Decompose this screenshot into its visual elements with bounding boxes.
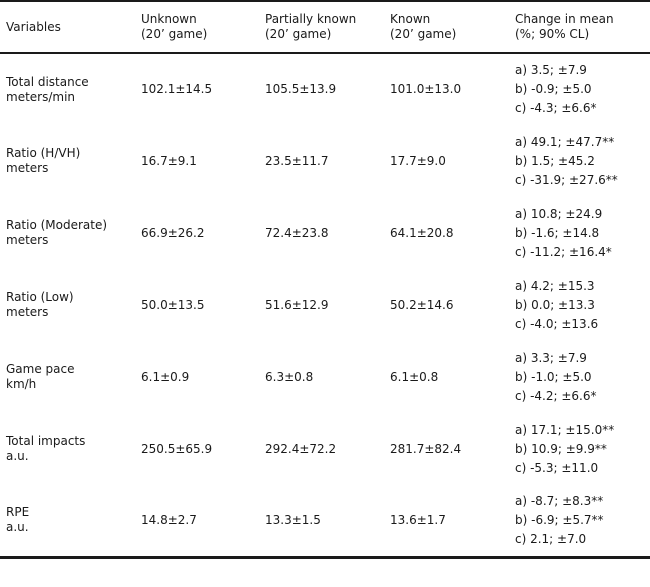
cell-unknown: 14.8±2.7 [135,485,259,557]
cell-partially-known: 6.3±0.8 [265,369,314,384]
cell-unknown: 102.1±14.5 [141,82,213,96]
header-variables: Variables [0,1,135,53]
cell-known: 50.2±14.6 [390,297,454,312]
cell-variable: RPE a.u. [0,485,135,557]
cell-known: 6.1±0.8 [390,369,439,384]
cell-known: 101.0±13.0 [390,82,462,96]
table-row-game-pace [0,341,650,413]
cell-variable: Ratio (Low) meters [6,290,74,319]
cell-partially-known: 51.6±12.9 [265,297,329,312]
header-known: Known (20’ game) [384,1,505,53]
header-change-in-mean: Change in mean (%; 90% CL) [505,1,650,53]
cell-change: a) 10.8; ±24.9 b) -1.6; ±14.8 c) -11.2; ±16.4* [515,206,612,259]
cell-known: 64.1±20.8 [390,225,454,240]
table-row-total-distance [0,53,650,125]
cell-change: a) 3.3; ±7.9 b) -1.0; ±5.0 c) -4.2; ±6.6* [515,350,597,403]
table-header [0,1,650,53]
cell-known: 281.7±82.4 [390,441,462,456]
cell-partially-known: 72.4±23.8 [265,225,329,240]
cell-change: a) 3.5; ±7.9 b) -0.9; ±5.0 c) -4.3; ±6.6* [515,63,597,115]
cell-unknown: 50.0±13.5 [141,297,205,312]
cell-change: a) -8.7; ±8.3** b) -6.9; ±5.7** c) 2.1; ±7.0 [505,485,650,557]
header-partially-known: Partially known (20’ game) [259,1,384,53]
cell-known: 13.6±1.7 [384,485,505,557]
header-unknown: Unknown (20’ game) [135,1,259,53]
cell-change: a) 4.2; ±15.3 b) 0.0; ±13.3 c) -4.0; ±13.6 [515,278,599,331]
cell-unknown: 6.1±0.9 [141,369,190,384]
cell-variable: Ratio (H/VH) meters [6,146,81,175]
table-row-total-impacts [0,413,650,485]
table-row-ratio-moderate [0,197,650,269]
header-row [0,1,650,53]
table-body [0,53,650,557]
cell-variable: Total distance meters/min [6,74,89,104]
cell-unknown: 66.9±26.2 [141,225,205,240]
table-row-rpe [0,485,650,557]
cell-known: 17.7±9.0 [390,153,446,168]
cell-unknown: 16.7±9.1 [141,153,197,168]
cell-variable: Ratio (Moderate) meters [6,218,108,247]
cell-variable: Total impacts a.u. [6,434,86,463]
cell-variable: Game pace km/h [6,362,75,391]
cell-partially-known: 13.3±1.5 [259,485,384,557]
cell-change: a) 49.1; ±47.7** b) 1.5; ±45.2 c) -31.9; ±27.6** [515,134,618,187]
cell-change: a) 17.1; ±15.0** b) 10.9; ±9.9** c) -5.3; ±11.0 [515,422,615,475]
cell-partially-known: 292.4±72.2 [265,441,337,456]
table-row-ratio-low [0,269,650,341]
cell-partially-known: 105.5±13.9 [265,82,337,96]
cell-unknown: 250.5±65.9 [141,441,213,456]
cell-partially-known: 23.5±11.7 [265,153,329,168]
table-row-ratio-hvh [0,125,650,197]
